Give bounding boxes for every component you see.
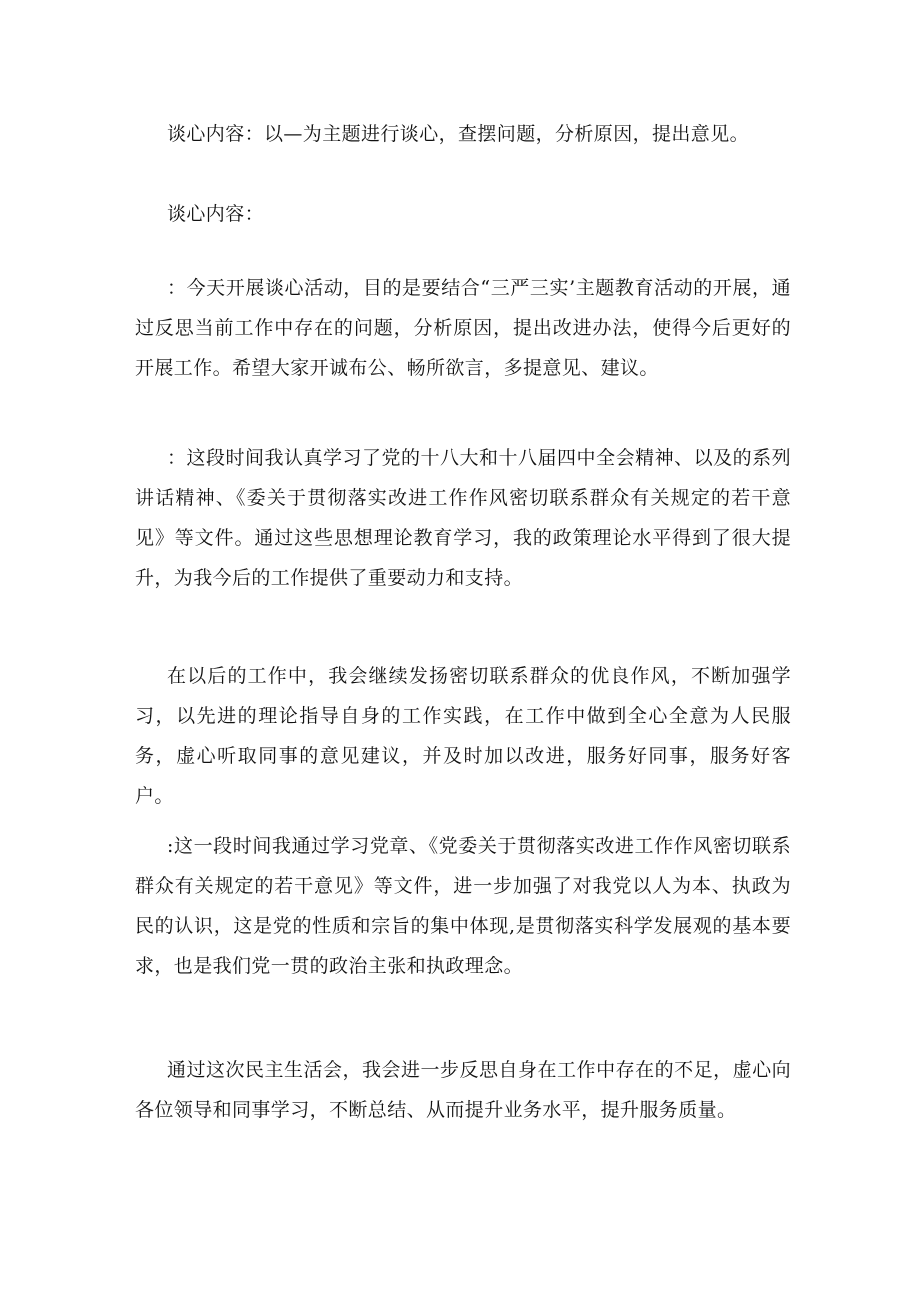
study-reflection-paragraph: ：这段时间我认真学习了党的十八大和十八届四中全会精神、以及的系列讲话精神、《委关于贯彻落实改进工作作风密切联系群众有关规定的若干意见》等文件。通过这些思想理论教育学习，我的政策理论水平得到了很大提升，为我今后的工作提供了重要动力和支持。 bbox=[135, 447, 791, 589]
party-study-paragraph: :这一段时间我通过学习党章、《党委关于贯彻落实改进工作作风密切联系群众有关规定的若干意见》等文件，进一步加强了对我党以人为本、执政为民的认识，这是党的性质和宗旨的集中体现,是贯彻落实科学发展观的基本要求，也是我们党一贯的政治主张和执政理念。 bbox=[135, 835, 791, 977]
opening-remarks-paragraph: ：今天开展谈心活动，目的是要结合“三严三实’主题教育活动的开展，通过反思当前工作中存在的问题，分析原因，提出改进办法，使得今后更好的开展工作。希望大家开诚布公、畅所欲言，多提意见、建议。 bbox=[135, 277, 791, 379]
content-heading: 谈心内容： bbox=[167, 203, 265, 225]
future-work-paragraph: 在以后的工作中，我会继续发扬密切联系群众的优良作风，不断加强学习，以先进的理论指导自身的工作实践，在工作中做到全心全意为人民服务，虚心听取同事的意见建议，并及时加以改进，服务好同事，服务好客户。 bbox=[135, 665, 791, 807]
closing-paragraph: 通过这次民主生活会，我会进一步反思自身在工作中存在的不足，虚心向各位领导和同事学习，不断总结、从而提升业务水平，提升服务质量。 bbox=[135, 1059, 791, 1121]
topic-paragraph: 谈心内容：以—为主题进行谈心，查摆问题，分析原因，提出意见。 bbox=[167, 123, 750, 145]
